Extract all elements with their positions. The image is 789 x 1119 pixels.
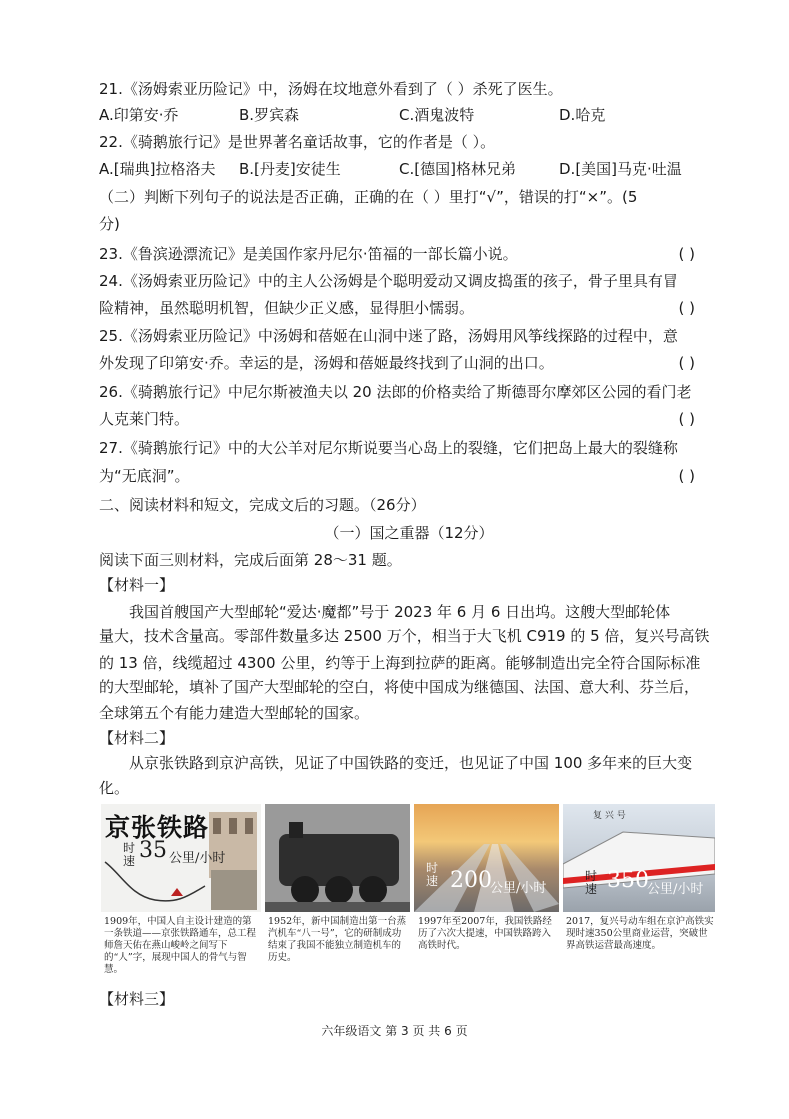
speed-unit: 公里/小时 — [169, 851, 226, 866]
question-25 — [99, 352, 719, 374]
question-24-line1: 24.《汤姆索亚历险记》中的主人公汤姆是个聪明爱动又调皮捣蛋的孩子，骨子里具有冒 — [99, 272, 678, 290]
speed-label: 时速 — [426, 861, 439, 888]
q21-option-a: A.印第安·乔 — [99, 106, 179, 124]
material-2-line: 化。 — [99, 779, 130, 797]
speed-label: 时速 — [585, 869, 598, 896]
q22-option-d: D.[美国]马克·吐温 — [559, 160, 682, 178]
speed-value: 350 — [607, 868, 649, 893]
material-1-line: 的 13 倍，线缆超过 4300 公里，约等于上海到拉萨的距离。能够制造出完全符合国际标准 — [99, 654, 701, 672]
photo-caption: 2017，复兴号动车组在京沪高铁实现时速350公里商业运营，突破世界高铁运营最高速度。 — [566, 916, 714, 951]
question-24-text: 险精神，虽然聪明机智，但缺少正义感，显得胆小懦弱。 — [99, 299, 475, 317]
photo-steam-locomotive — [265, 804, 410, 912]
speed-label: 时速 — [123, 841, 136, 868]
page-footer: 六年级语文 第 3 页 共 6 页 — [321, 1024, 468, 1038]
judge-section-heading: （二）判断下列句子的说法是否正确，正确的在（ ）里打“√”，错误的打“×”。(5 — [99, 188, 638, 206]
question-27-text: 为“无底洞”。 — [99, 467, 190, 485]
question-21-stem: 21.《汤姆索亚历险记》中，汤姆在坟地意外看到了（ ）杀死了医生。 — [99, 80, 563, 98]
question-22-stem: 22.《骑鹅旅行记》是世界著名童话故事，它的作者是（ ）。 — [99, 133, 496, 151]
q22-option-b: B.[丹麦]安徒生 — [239, 160, 341, 178]
speed-value: 200 — [450, 868, 492, 893]
material-1-label: 【材料一】 — [99, 576, 175, 594]
q22-option-c: C.[德国]格林兄弟 — [399, 160, 516, 178]
material-1-line: 量大，技术含量高。零部件数量多达 2500 万个，相当于大飞机 C919 的 5 倍，复兴号高铁 — [99, 627, 710, 645]
steam-locomotive-image — [265, 804, 410, 912]
question-27 — [99, 465, 719, 487]
material-1-line: 的大型邮轮，填补了国产大型邮轮的空白，将使中国成为继德国、法国、意大利、芬兰后， — [99, 678, 700, 696]
material-3-label: 【材料三】 — [99, 990, 175, 1008]
material-1-line: 全球第五个有能力建造大型邮轮的国家。 — [99, 704, 370, 722]
question-25-text: 外发现了印第安·乔。幸运的是，汤姆和蓓姬最终找到了山洞的出口。 — [99, 354, 554, 372]
answer-paren-26[interactable]: ( ) — [678, 410, 695, 428]
material-2-line: 从京张铁路到京沪高铁，见证了中国铁路的变迁，也见证了中国 100 多年来的巨大变 — [129, 754, 693, 772]
answer-paren-25[interactable]: ( ) — [678, 354, 695, 372]
photo-speed-up-tracks — [414, 804, 559, 912]
question-24 — [99, 297, 719, 319]
answer-paren-24[interactable]: ( ) — [678, 299, 695, 317]
question-26 — [99, 408, 719, 430]
material-2-label: 【材料二】 — [99, 729, 175, 747]
section-2-heading: 二、阅读材料和短文，完成文后的习题。（26分） — [99, 496, 426, 514]
q21-option-b: B.罗宾森 — [239, 106, 300, 124]
reading-instruction: 阅读下面三则材料，完成后面第 28～31 题。 — [99, 551, 402, 569]
subsection-heading: （一）国之重器（12分） — [324, 524, 494, 542]
photo-jingzhang-railway — [101, 804, 261, 912]
photo-title: 京张铁路 — [105, 813, 210, 842]
q21-option-d: D.哈克 — [559, 106, 606, 124]
question-22-options — [99, 158, 719, 180]
speed-value: 35 — [139, 838, 167, 863]
question-27-line1: 27.《骑鹅旅行记》中的大公羊对尼尔斯说要当心岛上的裂缝，它们把岛上最大的裂缝称 — [99, 439, 678, 457]
question-25-line1: 25.《汤姆索亚历险记》中汤姆和蓓姬在山洞中迷了路，汤姆用风筝线探路的过程中，意 — [99, 327, 678, 345]
speed-unit: 公里/小时 — [647, 882, 704, 897]
photo-caption: 1997年至2007年，我国铁路经历了六次大提速，中国铁路跨入高铁时代。 — [418, 916, 552, 951]
question-26-line1: 26.《骑鹅旅行记》中尼尔斯被渔夫以 20 法郎的价格卖给了斯德哥尔摩郊区公园的看门老 — [99, 383, 692, 401]
material-1-line: 我国首艘国产大型邮轮“爱达·魔都”号于 2023 年 6 月 6 日出坞。这艘大型邮轮体 — [129, 603, 671, 621]
question-23 — [99, 243, 719, 265]
q21-option-c: C.酒鬼波特 — [399, 106, 475, 124]
photo-caption: 1909年，中国人自主设计建造的第一条铁道——京张铁路通车，总工程师詹天佑在燕山峻岭之间写下的“人”字，展现中国人的骨气与智慧。 — [104, 916, 257, 975]
photo-fuxing-train — [563, 804, 715, 912]
question-23-text: 23.《鲁滨逊漂流记》是美国作家丹尼尔·笛福的一部长篇小说。 — [99, 245, 518, 263]
judge-section-heading-cont: 分) — [99, 215, 120, 233]
photo-caption: 1952年，新中国制造出第一台蒸汽机车“八一号”，它的研制成功结束了我国不能独立制造机车的历史。 — [268, 916, 407, 963]
answer-paren-23[interactable]: ( ) — [678, 245, 695, 263]
question-21-options — [99, 104, 719, 126]
train-sign: 复 兴 号 — [593, 811, 626, 821]
question-26-text: 人克莱门特。 — [99, 410, 190, 428]
answer-paren-27[interactable]: ( ) — [678, 467, 695, 485]
speed-unit: 公里/小时 — [490, 881, 547, 896]
railway-photo-strip — [101, 804, 715, 912]
q22-option-a: A.[瑞典]拉格洛夫 — [99, 160, 216, 178]
